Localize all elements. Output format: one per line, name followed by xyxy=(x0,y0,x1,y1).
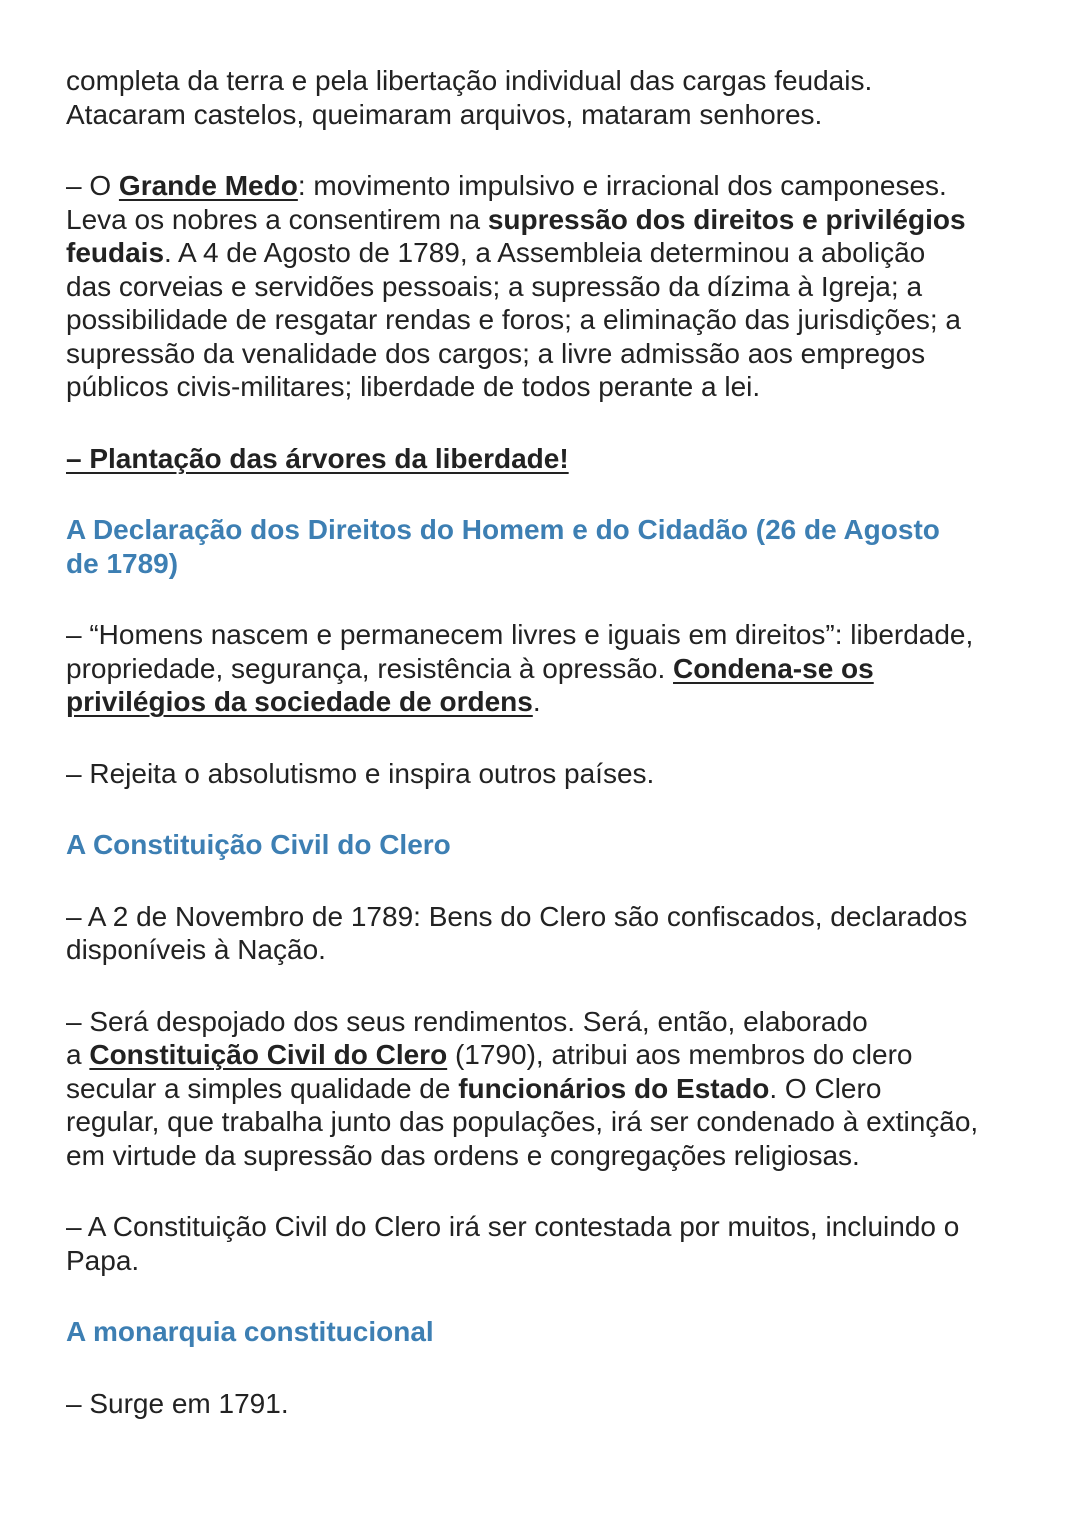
text-run: públicos civis-militares; liberdade de todos perante a lei. xyxy=(66,371,761,402)
text-run: em virtude da supressão das ordens e congregações religiosas. xyxy=(66,1139,860,1171)
text-run: – “Homens nascem e permanecem livres e iguais em direitos”: liberdade, xyxy=(66,619,974,650)
heading-line: A monarquia constitucional xyxy=(66,1316,434,1347)
paragraph-contestada xyxy=(66,1210,1016,1277)
term-supressao: supressão dos direitos e privilégios xyxy=(487,203,966,235)
term-funcionarios: funcionários do Estado xyxy=(458,1072,770,1104)
text-run: – Surge em 1791. xyxy=(66,1387,289,1419)
paragraph-grande-medo xyxy=(66,169,1016,404)
heading-monarquia xyxy=(66,1315,1016,1349)
paragraph-camponeses xyxy=(66,64,1016,131)
paragraph-plantacao xyxy=(66,442,1016,476)
text-run: possibilidade de resgatar rendas e foros; a eliminação das jurisdições; a xyxy=(66,304,961,335)
paragraph-homens-nascem xyxy=(66,618,1016,719)
text-run: a xyxy=(66,1039,90,1070)
text-line: disponíveis à Nação. xyxy=(66,934,326,965)
paragraph-bens-clero xyxy=(66,900,1016,967)
term-plantacao: – Plantação das árvores da liberdade! xyxy=(66,442,569,474)
text-run: (1790), atribui aos membros do clero xyxy=(447,1039,913,1070)
paragraph-absolutismo xyxy=(66,757,1016,791)
text-run: . A 4 de Agosto de 1789, a Assembleia determinou a abolição xyxy=(164,237,926,268)
text-line: – A 2 de Novembro de 1789: Bens do Clero são confiscados, declarados xyxy=(66,900,968,932)
text-run: . xyxy=(532,686,541,717)
text-run: regular, que trabalha junto das populações, irá ser condenado à extinção, xyxy=(66,1106,979,1137)
paragraph-despojado xyxy=(66,1005,1016,1173)
text-line: – A Constituição Civil do Clero irá ser contestada por muitos, incluindo o xyxy=(66,1211,960,1242)
text-run: das corveias e servidões pessoais; a supressão da dízima à Igreja; a xyxy=(66,270,923,302)
text-run: – Rejeita o absolutismo e inspira outros países. xyxy=(66,757,655,789)
heading-line: de 1789) xyxy=(66,547,179,579)
text-run: : movimento impulsivo e irracional dos camponeses. xyxy=(297,170,947,201)
heading-line: A Declaração dos Direitos do Homem e do Cidadão (26 de Agosto xyxy=(66,514,940,545)
text-line: completa da terra e pela libertação individual das cargas feudais. xyxy=(66,65,873,96)
paragraph-surge xyxy=(66,1387,1016,1421)
term-feudais: feudais xyxy=(66,237,165,268)
heading-clero xyxy=(66,828,1016,862)
text-run: – O xyxy=(66,170,119,201)
heading-declaracao xyxy=(66,513,1016,580)
term-grande-medo: Grande Medo xyxy=(118,170,298,201)
text-line: Atacaram castelos, queimaram arquivos, mataram senhores. xyxy=(66,98,823,130)
text-run: Leva os nobres a consentirem na xyxy=(66,203,488,235)
text-run: . O Clero xyxy=(769,1072,882,1104)
text-run: propriedade, segurança, resistência à opressão. xyxy=(66,652,674,684)
heading-line: A Constituição Civil do Clero xyxy=(66,829,451,860)
text-line: Papa. xyxy=(66,1244,140,1276)
text-run: supressão da venalidade dos cargos; a livre admissão aos empregos xyxy=(66,337,926,369)
term-privilegios: privilégios da sociedade de ordens xyxy=(66,686,533,717)
term-constituicao-civil: Constituição Civil do Clero xyxy=(89,1039,448,1070)
term-condena: Condena-se os xyxy=(673,652,874,684)
text-run: – Será despojado dos seus rendimentos. Será, então, elaborado xyxy=(66,1005,868,1037)
text-run: secular a simples qualidade de xyxy=(66,1072,459,1104)
